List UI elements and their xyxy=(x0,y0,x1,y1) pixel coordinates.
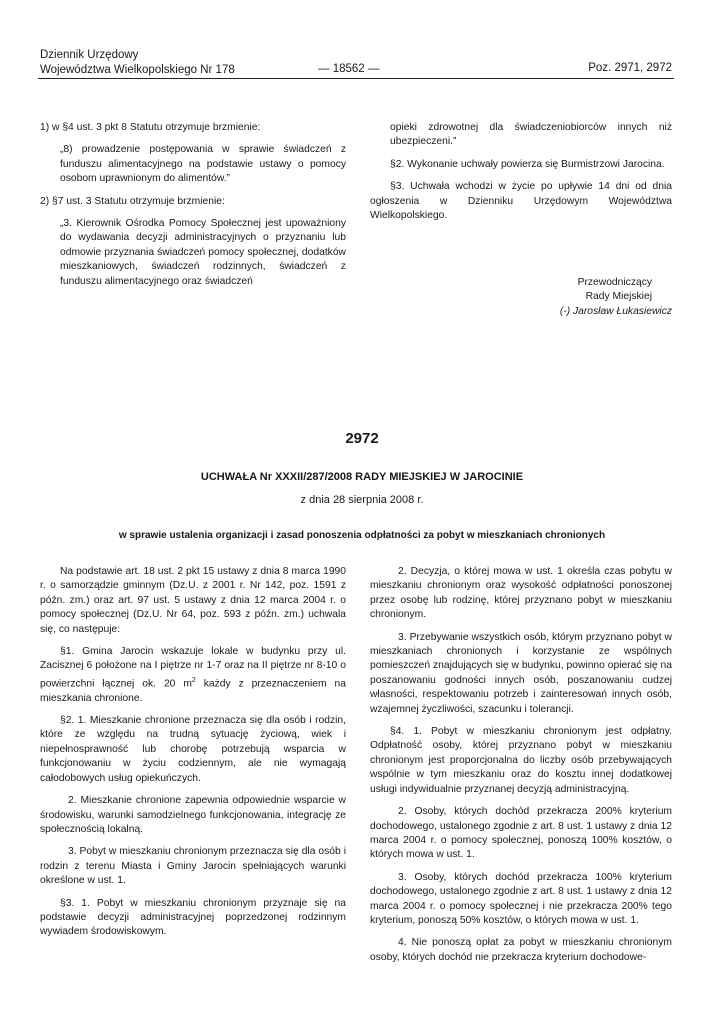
section-1 xyxy=(40,645,346,706)
signature-role-2: Rady Miejskiej xyxy=(585,291,652,303)
prev-left-column xyxy=(40,121,346,297)
signature-role-1: Przewodniczący xyxy=(577,277,652,288)
preamble: Na podstawie art. 18 ust. 2 pkt 15 ustawy z dnia 8 marca 1990 r. o samorządzie gminnym (Dz.U. z 2001 r. Nr 142, poz. 1591 z późn. zm.) oraz art. 97 ust. 5 ustawy z dnia 12 marca 2004 r. o pomocy społecznej (Dz.U. Nr 64, poz. 593 z późn. zm.) uchwala się, co następuje: xyxy=(40,566,346,635)
prev-quote-1: „8) prowadzenie postępowania w sprawie świadczeń z funduszu alimentacyjnego na podstawie ustawy o pomocy osobom uprawnionym do alimentów.” xyxy=(60,144,346,185)
signature-block xyxy=(460,276,672,319)
prev-right-column xyxy=(370,121,672,231)
resolution-left-column xyxy=(40,565,346,948)
journal-line-2: Województwa Wielkopolskiego Nr 178 xyxy=(40,64,235,76)
prev-section-2: §2. Wykonanie uchwały powierza się Burmistrzowi Jarocina. xyxy=(390,158,665,170)
section-1-text-end: każdy z przeznaczeniem na mieszkania chronione. xyxy=(40,678,346,704)
prev-item-2: 2) §7 ust. 3 Statutu otrzymuje brzmienie: xyxy=(40,195,225,207)
section-3-para-3: 3. Przebywanie wszystkich osób, którym przyznano pobyt w mieszkaniach chronionych i korzystanie ze wspólnych pomieszczeń znajdujących się w budynku, powinno opierać się na poszanowaniu godności innych osób, poszanowaniu cudzej własności, respektowaniu potrzeb i zainteresowań innych osób, wzajemnej życzliwości, szacunku i tolerancji. xyxy=(370,631,672,715)
section-3-para-1: §3. 1. Pobyt w mieszkaniu chronionym przyznaje się na podstawie decyzji administracyjnej poprzedzonej rodzinnym wywiadem środowiskowym. xyxy=(40,897,346,938)
section-2-para-2: 2. Mieszkanie chronione zapewnia odpowiednie wsparcie w środowisku, warunki samodzielnego funkcjonowania, integrację ze społecznością lokalną. xyxy=(40,795,346,835)
section-2-para-3: 3. Pobyt w mieszkaniu chronionym przeznacza się dla osób i rodzin z terenu Miasta i Gminy Jarocin spełniających warunki określone w ust. 1. xyxy=(40,846,346,887)
resolution-date: z dnia 28 sierpnia 2008 r. xyxy=(300,494,424,506)
page-number: — 18562 — xyxy=(318,63,380,75)
section-4-para-4: 4. Nie ponoszą opłat za pobyt w mieszkaniu chronionym osoby, których dochód nie przekracza kryterium dochodowe- xyxy=(370,937,672,963)
resolution-title: UCHWAŁA Nr XXXII/287/2008 RADY MIEJSKIEJ W JAROCINIE xyxy=(200,471,524,483)
section-2-para-1: §2. 1. Mieszkanie chronione przeznacza się dla osób i rodzin, które ze względu na trudną sytuację życiową, wiek i niepełnosprawność lub chorobę potrzebują wsparcia w funkcjonowaniu w życiu codziennym, ale nie wymagają całodobowych usług opiekuńczych. xyxy=(40,715,346,784)
section-3-para-2: 2. Decyzja, o której mowa w ust. 1 określa czas pobytu w mieszkaniu chronionym oraz wysokość odpłatności ponoszonej przez osobę lub rodzinę, której przyznano pobyt w mieszkaniu chronionym. xyxy=(370,566,672,621)
prev-section-3: §3. Uchwała wchodzi w życie po upływie 14 dni od dnia ogłoszenia w Dzienniku Urzędowym Województwa Wielkopolskiego. xyxy=(370,181,672,222)
section-4-para-3: 3. Osoby, których dochód przekracza 100% kryterium dochodowego, ustalonego zgodnie z art. 8 ust. 1 ustawy z dnia 12 marca 2004 r. o pomocy społecznej i nie przekracza 200% tego kryterium, ponoszą 50% kosztów, o których mowa w ust. 1. xyxy=(370,871,672,926)
journal-line-1: Dziennik Urzędowy xyxy=(40,49,139,61)
section-4-para-1: §4. 1. Pobyt w mieszkaniu chronionym jest odpłatny. Odpłatność osoby, której przyznano pobyt w mieszkaniu chronionym jest proporcjonalna do liczby osób przebywających wspólnie w tym mieszkaniu oraz do kosztu innej dodatkowej usługi indywidualnie przyznanej decyzją administracyjną. xyxy=(370,726,672,795)
prev-quote-2-cont: opieki zdrowotnej dla świadczeniobiorców innych niż ubezpieczeni.” xyxy=(390,122,672,148)
signature-name: (-) Jarosław Łukasiewicz xyxy=(559,305,672,317)
section-4-para-2: 2. Osoby, których dochód przekracza 200% kryterium dochodowego, ustalonego zgodnie z art. 8 ust. 1 ustawy z dnia 12 marca 2004 r. o pomocy społecznej, ponoszą 100% kosztów, o których mowa w ust. 1. xyxy=(370,806,672,861)
header-divider xyxy=(38,78,674,79)
position-number: Poz. 2971, 2972 xyxy=(588,62,672,74)
resolution-subject: w sprawie ustalenia organizacji i zasad ponoszenia odpłatności za pobyt w mieszkaniach chronionych xyxy=(118,530,606,541)
document-number: 2972 xyxy=(345,430,379,447)
prev-item-1: 1) w §4 ust. 3 pkt 8 Statutu otrzymuje brzmienie: xyxy=(40,122,261,133)
prev-quote-2: „3. Kierownik Ośrodka Pomocy Społecznej jest upoważniony do wydawania decyzji administracyjnych o przyznaniu lub odmowie przyznania świadczeń pomocy społecznej, dodatków mieszkaniowych, świadczeń rodzinnych, świadczeń z funduszu alimentacyjnego oraz świadczeń xyxy=(60,218,346,287)
resolution-right-column xyxy=(370,565,672,973)
superscript-2: 2 xyxy=(191,676,196,684)
section-1-text: §1. Gmina Jarocin wskazuje lokale w budynku przy ul. Zacisznej 6 położone na I piętrze nr 1-7 oraz na II piętrze nr 8-10 o powierzchni łącznej ok. 20 m xyxy=(40,646,346,690)
journal-title xyxy=(40,48,235,78)
